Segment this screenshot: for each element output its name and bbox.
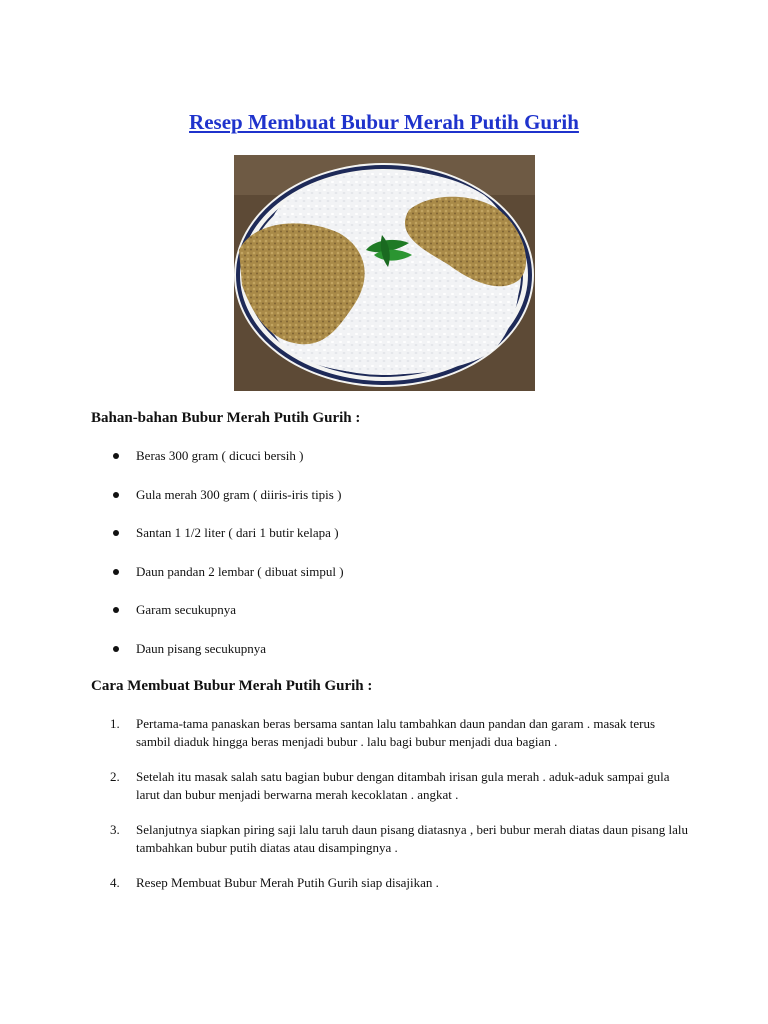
ingredient-text: Beras 300 gram ( dicuci bersih ) <box>136 448 304 463</box>
step-text: Setelah itu masak salah satu bagian bubur dengan ditambah irisan gula merah . aduk-aduk sampai gula larut dan bubur menjadi berwarna merah kecoklatan . angkat . <box>136 769 670 802</box>
list-item <box>110 715 690 751</box>
ingredient-text: Daun pandan 2 lembar ( dibuat simpul ) <box>136 563 344 579</box>
list-item <box>110 821 690 857</box>
steps-list <box>110 715 690 909</box>
bullet-icon <box>113 569 119 575</box>
step-number: 3. <box>110 822 120 837</box>
bullet-icon <box>113 530 119 536</box>
list-item <box>110 768 690 804</box>
bullet-icon <box>113 492 119 498</box>
step-number: 2. <box>110 769 120 784</box>
bullet-icon <box>113 453 119 459</box>
ingredient-text: Gula merah 300 gram ( diiris-iris tipis ) <box>136 486 342 502</box>
step-number: 1. <box>110 716 120 731</box>
step-text: Selanjutnya siapkan piring saji lalu taruh daun pisang diatasnya , beri bubur merah diatas daun pisang lalu tambahkan bubur putih diatas atau disampingnya . <box>136 822 688 855</box>
list-item <box>113 564 344 603</box>
bullet-icon <box>113 646 119 652</box>
ingredient-text: Daun pisang secukupnya <box>136 640 266 656</box>
bullet-icon <box>113 607 119 613</box>
list-item <box>113 525 344 564</box>
bubur-photo <box>234 155 535 391</box>
ingredient-text: Santan 1 1/2 liter ( dari 1 butir kelapa ) <box>136 525 339 541</box>
list-item <box>113 602 344 641</box>
list-item <box>113 448 344 487</box>
ingredients-list <box>113 448 344 680</box>
list-item <box>110 874 690 892</box>
ingredients-heading: Bahan-bahan Bubur Merah Putih Gurih : <box>91 410 361 426</box>
step-number: 4. <box>110 875 120 890</box>
page-title[interactable]: Resep Membuat Bubur Merah Putih Gurih <box>189 110 579 134</box>
steps-heading: Cara Membuat Bubur Merah Putih Gurih : <box>91 678 373 694</box>
ingredient-text: Garam secukupnya <box>136 602 236 618</box>
list-item <box>113 487 344 526</box>
step-text: Pertama-tama panaskan beras bersama santan lalu tambahkan daun pandan dan garam . masak terus sambil diaduk hingga beras menjadi bubur . lalu bagi bubur menjadi dua bagian . <box>136 716 656 749</box>
list-item <box>113 641 344 680</box>
step-text: Resep Membuat Bubur Merah Putih Gurih siap disajikan . <box>136 875 439 890</box>
